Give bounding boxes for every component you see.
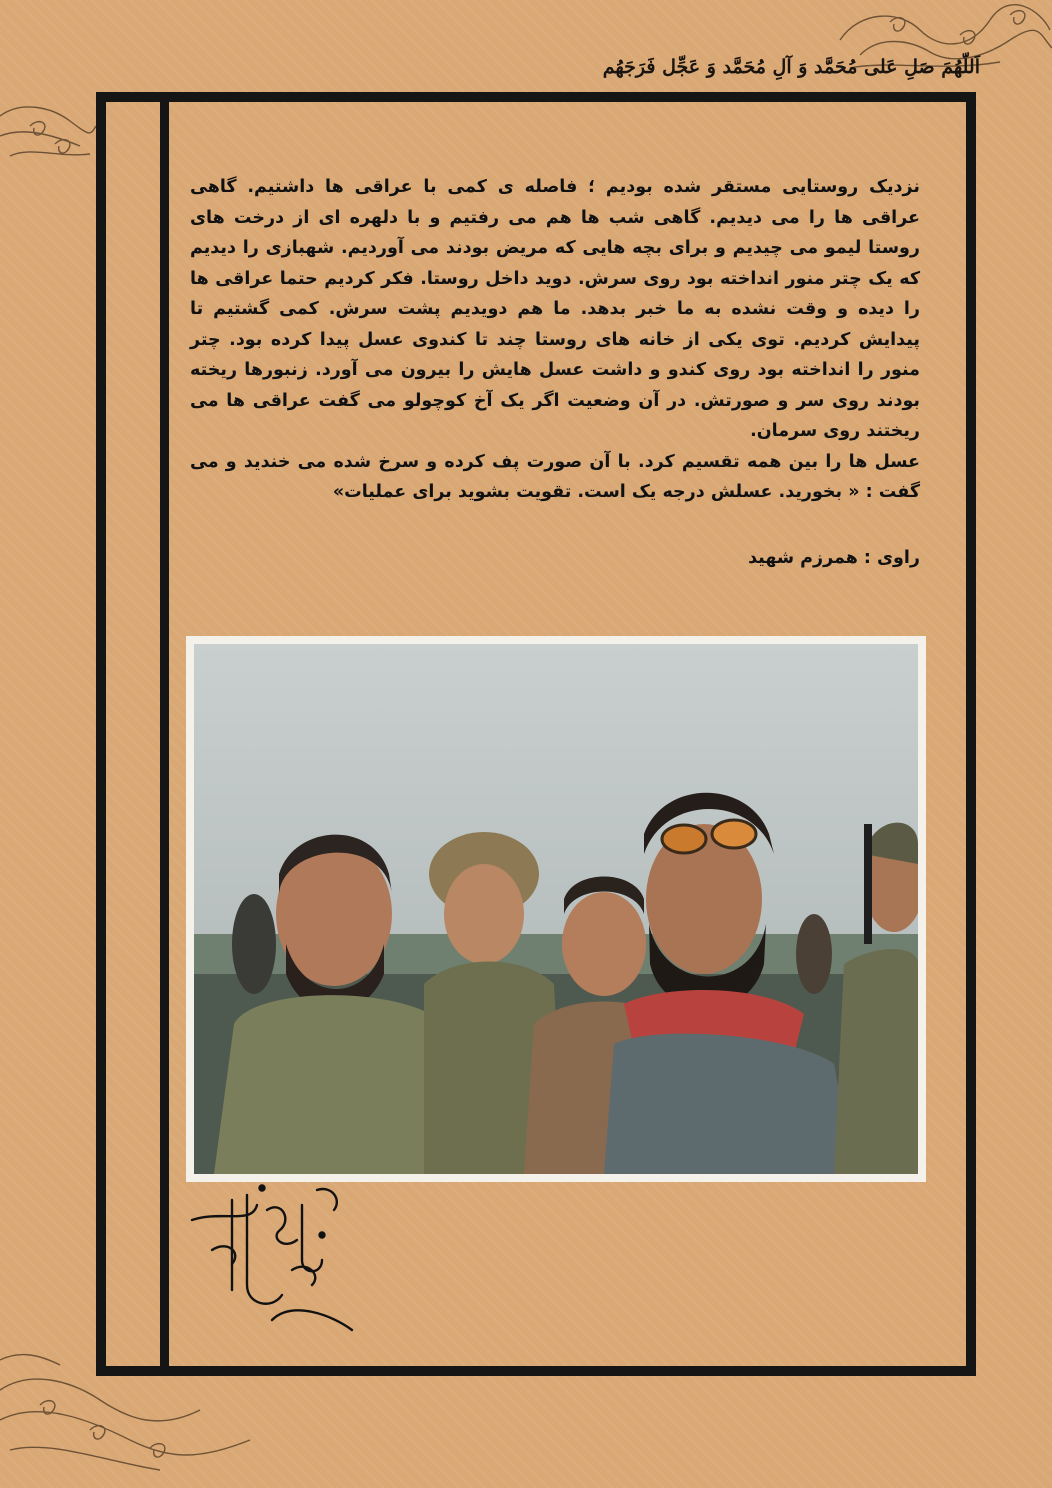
signature-calligraphy (172, 1180, 362, 1350)
salawat-header: اَللّهُمَ صَلِ عَلی مُحَمَّد وَ آلِ مُحَمَّد وَ عَجِّل فَرَجَهُم (602, 56, 980, 78)
frame-divider-line (160, 102, 169, 1366)
soldiers-photo (186, 636, 926, 1182)
photo-soldiers-group-icon (194, 644, 918, 1174)
corner-ornament-top-left (0, 96, 96, 176)
story-paragraph-2: عسل ها را بین همه تقسیم کرد. با آن صورت پف کرده و سرخ شده می خندید و می گفت : « بخورید. عسلش درجه یک است. تقویت بشوید برای عملیات» (190, 451, 920, 502)
story-paragraph-1: نزدیک روستایی مستقر شده بودیم ؛ فاصله ی کمی با عراقی ها داشتیم. گاهی عراقی ها را می دیدیم. گاهی شب ها هم می رفتیم و با دلهره ای از درخت های روستا لیمو می چیدیم و برای بچه هایی که مریض بودند می آوردیم. شهبازی را دیدیم که یک چتر منور انداخته بود روی سرش. دوید داخل روستا. فکر کردیم حتما عراقی ها را دیده و وقت نشده به ما خبر بدهد. ما هم دویدیم پشت سرش. کمی گشتیم تا پیدایش کردیم. توی یکی از خانه های روستا چند تا کندوی عسل پیدا کرده بود. چتر منور را انداخته بود روی کندو و داشت عسل هایش را بیرون می آورد. زنبورها ریخته بودند روی سر و صورتش. در آن وضعیت اگر یک آخ کوچولو می گفت عراقی ها می ریختند روی سرمان. (190, 177, 920, 441)
story-text (190, 172, 920, 508)
narrator-line: راوی : همرزم شهید (748, 548, 920, 568)
